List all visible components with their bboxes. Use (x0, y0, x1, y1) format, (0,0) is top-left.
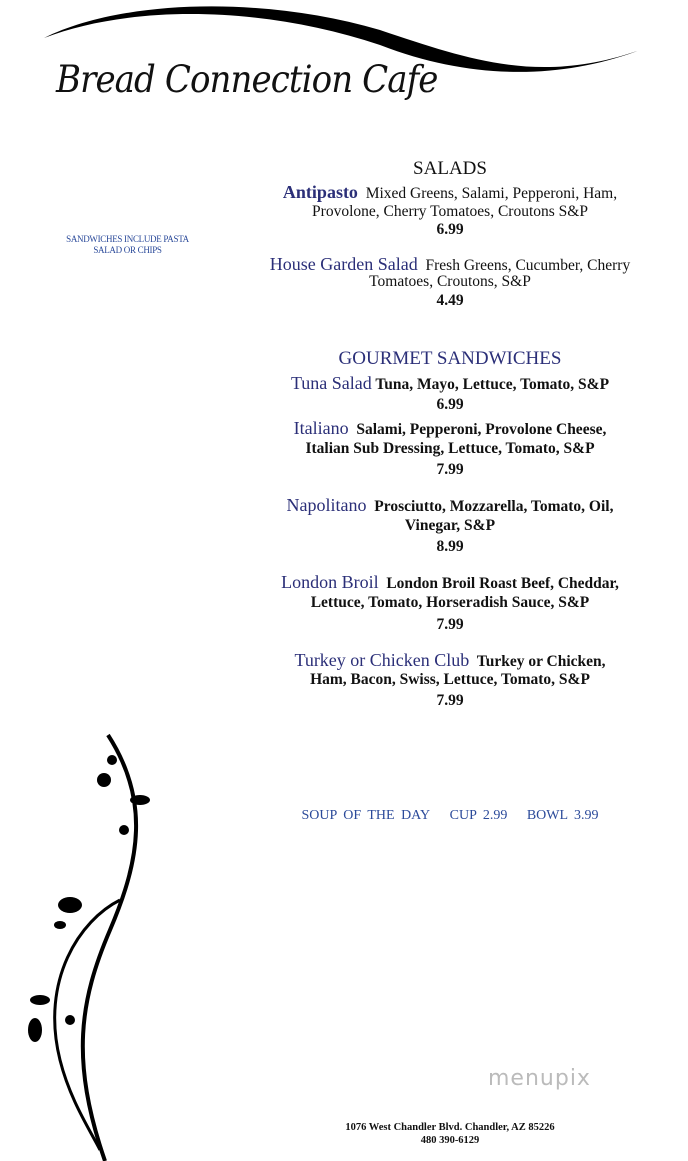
item-desc: Provolone, Cherry Tomatoes, Croutons S&P (312, 203, 588, 220)
item-desc: Ham, Bacon, Swiss, Lettuce, Tomato, S&P (310, 671, 590, 688)
item-desc: Tomatoes, Croutons, S&P (369, 273, 531, 290)
item-price: 7.99 (436, 692, 464, 709)
soup-of-the-day: SOUP OF THE DAY CUP 2.99 BOWL 3.99 (301, 808, 599, 823)
restaurant-title: Bread Connection Cafe (56, 58, 438, 101)
menu-item-napolitano: Napolitano Prosciutto, Mozzarella, Tomato, Oil, (286, 495, 614, 515)
item-desc: Lettuce, Tomato, Horseradish Sauce, S&P (310, 594, 590, 611)
item-desc: Italian Sub Dressing, Lettuce, Tomato, S&P (305, 440, 595, 457)
vine-branch (55, 900, 120, 1150)
item-price: 7.99 (436, 616, 464, 633)
menu-item-house-garden-salad: House Garden Salad Fresh Greens, Cucumber, Cherry (269, 254, 631, 274)
side-note-line2: SALAD OR CHIPS (93, 245, 162, 255)
side-note-line1: SANDWICHES INCLUDE PASTA (66, 234, 189, 244)
vine-stem (83, 735, 136, 1161)
address: 1076 West Chandler Blvd. Chandler, AZ 85226 (345, 1122, 555, 1133)
item-price: 8.99 (436, 538, 464, 555)
menu-item-tuna-salad: Tuna Salad Tuna, Mayo, Lettuce, Tomato, S&P (290, 373, 610, 393)
item-price: 4.49 (436, 292, 464, 309)
menu-item-london-broil: London Broil London Broil Roast Beef, Cheddar, (281, 572, 619, 592)
item-price: 6.99 (436, 221, 464, 238)
item-price: 6.99 (436, 396, 464, 413)
sandwiches-heading: GOURMET SANDWICHES (338, 348, 562, 369)
item-desc: Vinegar, S&P (404, 517, 496, 534)
watermark: menupix (488, 1066, 591, 1091)
phone: 480 390-6129 (420, 1135, 480, 1146)
item-price: 7.99 (436, 461, 464, 478)
salads-heading: SALADS (413, 158, 487, 179)
menu-item-turkey-chicken-club: Turkey or Chicken Club Turkey or Chicken, (294, 650, 606, 670)
menu-item-antipasto: Antipasto Mixed Greens, Salami, Pepperoni, Ham, (282, 182, 618, 202)
menu-item-italiano: Italiano Salami, Pepperoni, Provolone Cheese, (293, 418, 607, 438)
